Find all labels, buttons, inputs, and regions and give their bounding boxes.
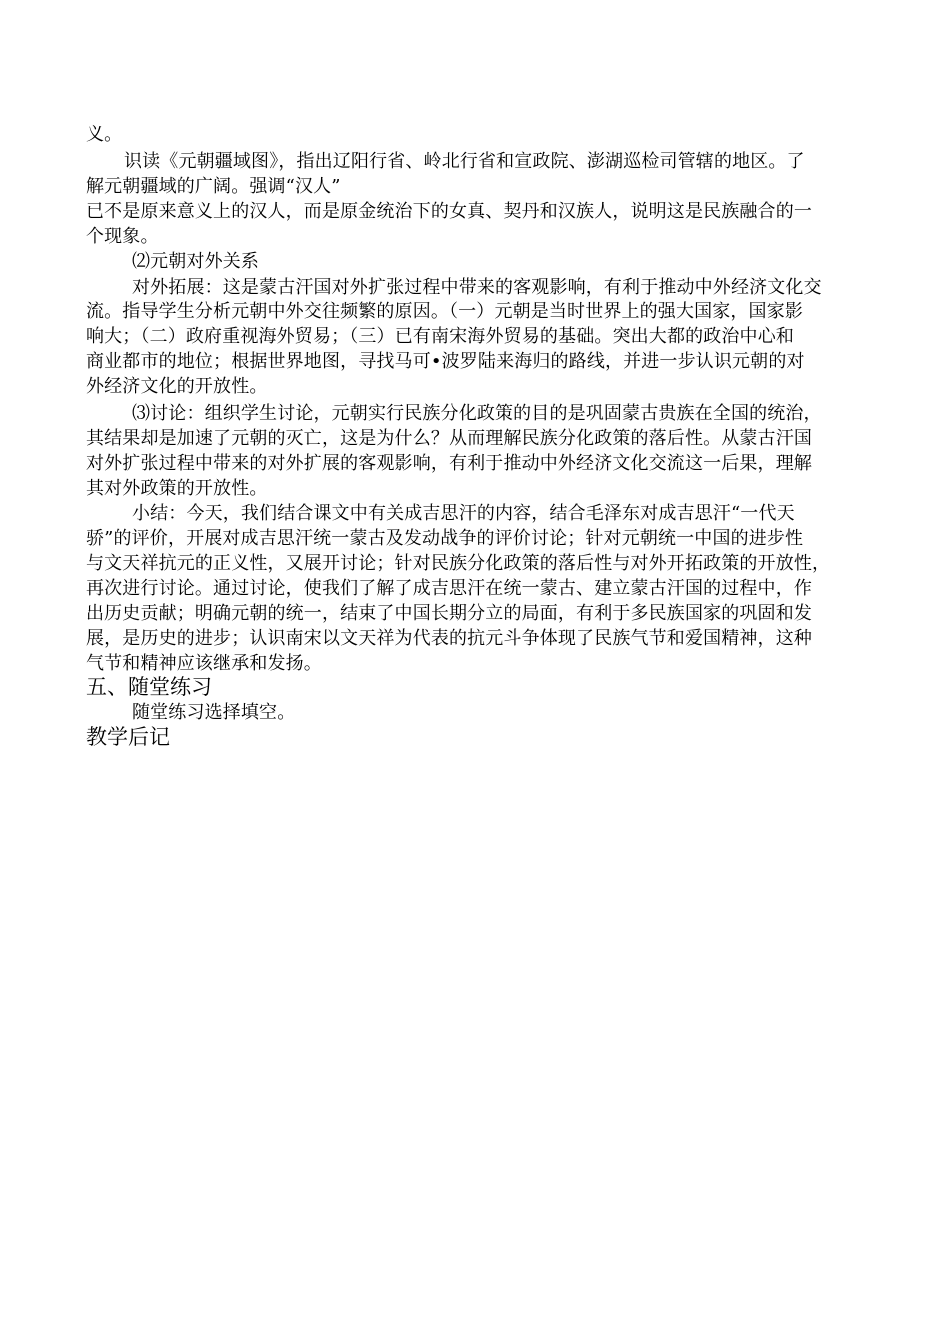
text-line-evaluation: 骄”的评价，开展对成吉思汗统一蒙古及发动战争的评价讨论；针对元朝统一中国的进步性 [86, 528, 804, 549]
text-line-territory: 解元朝疆域的广阔。强调“汉人” [86, 176, 341, 197]
text-line-contribution: 出历史贡献；明确元朝的统一，结束了中国长期分立的局面，有利于多民族国家的巩固和发 [86, 603, 812, 624]
text-line-inherit: 气节和精神应该继承和发扬。 [86, 653, 322, 674]
section-heading-exercise: 五、随堂练习 [86, 675, 212, 699]
text-line-phenomenon: 个现象。 [86, 226, 159, 247]
text-line-yi: 义。 [86, 124, 123, 145]
text-line-progress: 展，是历史的进步；认识南宋以文天祥为代表的抗元斗争体现了民族气节和爱国精神，这种 [86, 628, 812, 649]
section-heading-afterword: 教学后记 [86, 725, 170, 749]
text-line-policy: 其对外政策的开放性。 [86, 478, 268, 499]
text-line-discussion: ⑶讨论：组织学生讨论，元朝实行民族分化政策的目的是巩固蒙古贵族在全国的统治， [132, 403, 822, 424]
text-line-marco-polo: 商业都市的地位；根据世界地图，寻找马可•波罗陆来海归的路线，并进一步认识元朝的对 [86, 351, 805, 372]
text-line-result: 其结果却是加速了元朝的灭亡，这是为什么？从而理解民族分化政策的落后性。从蒙古汗国 [86, 428, 812, 449]
text-line-han-people: 已不是原来意义上的汉人，而是原金统治下的女真、契丹和汉族人，说明这是民族融合的一 [86, 201, 812, 222]
text-line-wen-tianxiang: 与文天祥抗元的正义性，又展开讨论；针对民族分化政策的落后性与对外开拓政策的开放性， [86, 553, 831, 574]
text-line-trade: 响大；（二）政府重视海外贸易；（三）已有南宋海外贸易的基础。突出大都的政治中心和 [86, 326, 794, 347]
text-line-discussion-again: 再次进行讨论。通过讨论，使我们了解了成吉思汗在统一蒙古、建立蒙古汗国的过程中，作 [86, 578, 812, 599]
text-line-exercise: 随堂练习选择填空。 [132, 702, 296, 723]
text-line-expansion: 对外拓展：这是蒙古汗国对外扩张过程中带来的客观影响，有利于推动中外经济文化交 [132, 277, 822, 298]
text-line-openness: 外经济文化的开放性。 [86, 376, 268, 397]
text-line-map-reading: 识读《元朝疆域图》，指出辽阳行省、岭北行省和宣政院、澎湖巡检司管辖的地区。了 [124, 151, 805, 172]
subheading-foreign-relations: ⑵元朝对外关系 [132, 251, 260, 272]
text-line-reasons: 流。指导学生分析元朝中外交往频繁的原因。（一）元朝是当时世界上的强大国家，国家影 [86, 301, 803, 322]
text-line-influence: 对外扩张过程中带来的对外扩展的客观影响，有利于推动中外经济文化交流这一后果，理解 [86, 453, 812, 474]
text-line-summary: 小结：今天，我们结合课文中有关成吉思汗的内容，结合毛泽东对成吉思汗“一代天 [132, 503, 795, 524]
